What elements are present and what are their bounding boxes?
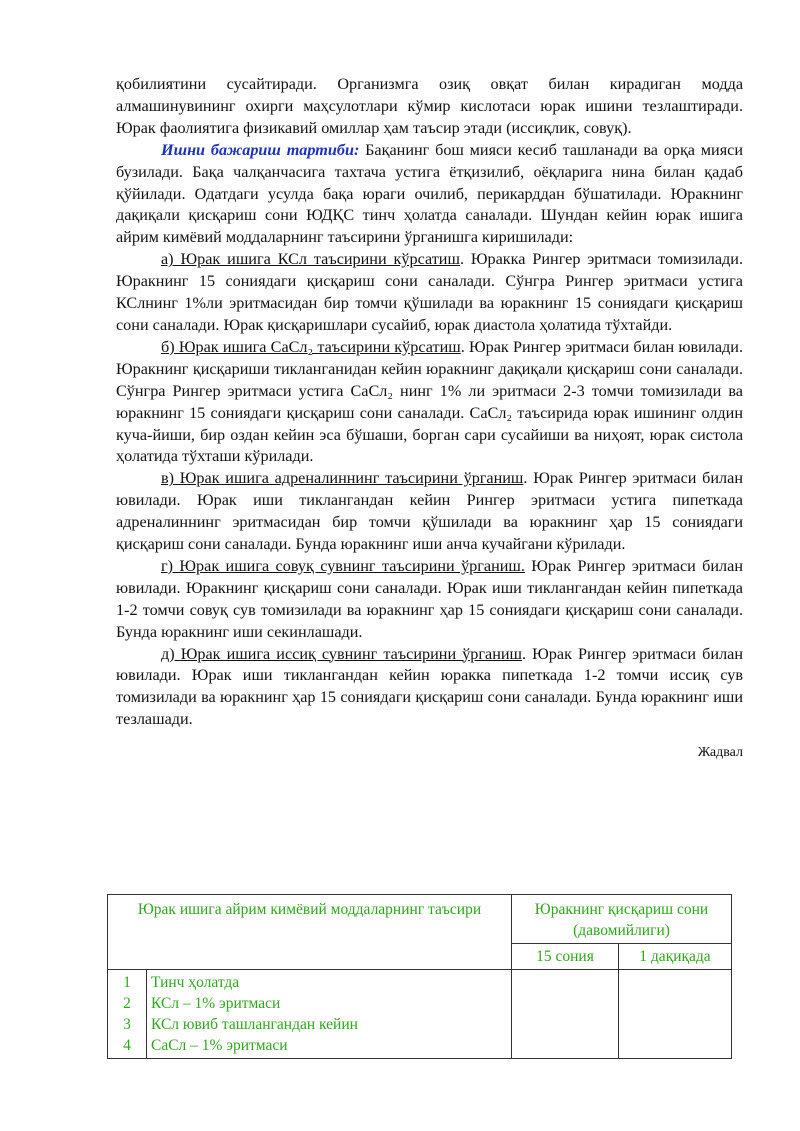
header-contractions: Юракнинг қисқариш сони (давомийлиги) [512,895,732,944]
row-label: СаСл – 1% эритмаси [151,1037,288,1054]
paragraph-kcl [116,249,743,337]
table-caption: Жадвал [697,745,743,761]
results-table [107,894,732,1059]
paragraph-cold-water [116,556,743,644]
adrenaline-text: . Юрак Рингер эритмаси билан ювилади. Юрак иши тиклангандан кейин Рингер эритмаси устига пипеткада адреналиннинг эритмасидан бир томчи қўшилади ва юракнинг ҳар 15 сониядаги қисқариш сони саналади. Бунда юракнинг иши анча кучайгани кўрилади. [116,469,743,554]
paragraph-procedure [116,140,743,250]
kcl-heading: а) Юрак ишига КСл таъсирини кўрсатиш [161,250,460,269]
document-page [116,74,743,761]
row-number: 2 [123,995,131,1012]
paragraph-hot-water [116,644,743,732]
paragraph-adrenaline [116,468,743,556]
cacl2-heading: б) Юрак ишига СаСл₂ таъсирини кўрсатиш [161,337,461,356]
cell-1-minute-values [619,970,732,1059]
cell-15-seconds-values [512,970,619,1059]
adrenaline-heading: в) Юрак ишига адреналиннинг таъсирини ўрганиш [161,469,524,488]
paragraph-intro: қобилиятини сусайтиради. Организмга озиқ овқат билан кирадиган модда алмашинувининг охирги маҳсулотлари кўмир кислотаси юрак ишини тезлаштиради. Юрак фаолиятига физикавий омиллар ҳам таъсир этади (иссиқлик, совуқ). [116,75,743,137]
hot-water-text: . Юрак Рингер эритмаси билан ювилади. Юрак иши тиклангандан кейин юракка пипеткада 1-2 томчи иссиқ сув томизилади ва юракнинг ҳар 15 сониядаги қисқариш сони саналади. Бунда юракнинг иши тезлашади. [116,644,743,729]
row-numbers-cell [108,970,147,1059]
procedure-heading: Ишни бажариш тартиби: [161,140,360,159]
kcl-text: . Юракка Рингер эритмаси томизилади. Юракнинг 15 сониядаги қисқариш сони саналади. Сўнгра Рингер эритмаси устига КСлнинг 1%ли эритмасидан бир томчи қўшилади ва юракнинг 15 сониядаги қисқариш сони саналади. Юрак қисқаришлари сусайиб, юрак диастола ҳолатида тўхтайди. [116,250,743,334]
header-substances: Юрак ишига айрим кимёвий моддаларнинг таъсири [108,895,512,970]
subheader-1-minute: 1 дақиқада [619,944,732,970]
cacl2-text: . Юрак Рингер эритмаси билан ювилади. Юракнинг қисқариши тикланганидан кейин юракнинг дақиқали қисқариш сони саналади. Сўнгра Рингер эритмаси устига СаСл₂ нинг 1% ли эритмаси 2-3 томчи томизилади ва юракнинг 15 сониядаги қисқариш сони саналади. СаСл₂ таъсирида юрак ишининг олдин куча-йиши, бир оздан кейин эса бўшаши, борган сари сусайиши ва ниҳоят, юрак систола ҳолатида тўхташи кўрилади. [116,337,743,466]
cold-water-heading: г) Юрак ишига совуқ сувнинг таъсирини ўрганиш. [161,556,525,575]
cold-water-text: Юрак Рингер эритмаси билан ювилади. Юракнинг қисқариш сони саналади. Юрак иши тиклангандан кейин пипеткада 1-2 томчи совуқ сув томизилади ва юракнинг ҳар 15 сониядаги қисқариш сони саналади. Бунда юракнинг иши секинлашади. [116,556,743,641]
procedure-text: Бақанинг бош мияси кесиб ташланади ва орқа мияси бузилади. Бақа чалқанчасига тахтача устига ётқизилиб, оёқларига нина билан қадаб қўйилади. Одатдаги усулда бақа юраги очилиб, перикарддан бўшатилади. Юракнинг дақиқали қисқариш сони ЮДҚС тинч ҳолатда саналади. Шундан кейин юрак ишига айрим кимёвий моддаларнинг таъсирини ўрганишга киришилади: [116,140,743,247]
row-number: 1 [123,974,131,991]
row-number: 3 [123,1016,131,1033]
row-label: Тинч ҳолатда [151,974,240,991]
row-number: 4 [123,1037,131,1054]
table-header-row [108,895,732,944]
row-labels-cell [147,970,512,1059]
hot-water-heading: д) Юрак ишига иссиқ сувнинг таъсирини ўрганиш [161,644,523,663]
row-label: КСл – 1% эритмаси [151,995,281,1012]
subheader-15-seconds: 15 сония [512,944,619,970]
table-body-row [108,970,732,1059]
row-label: КСл ювиб ташлангандан кейин [151,1016,358,1033]
paragraph-cacl2 [116,337,743,468]
